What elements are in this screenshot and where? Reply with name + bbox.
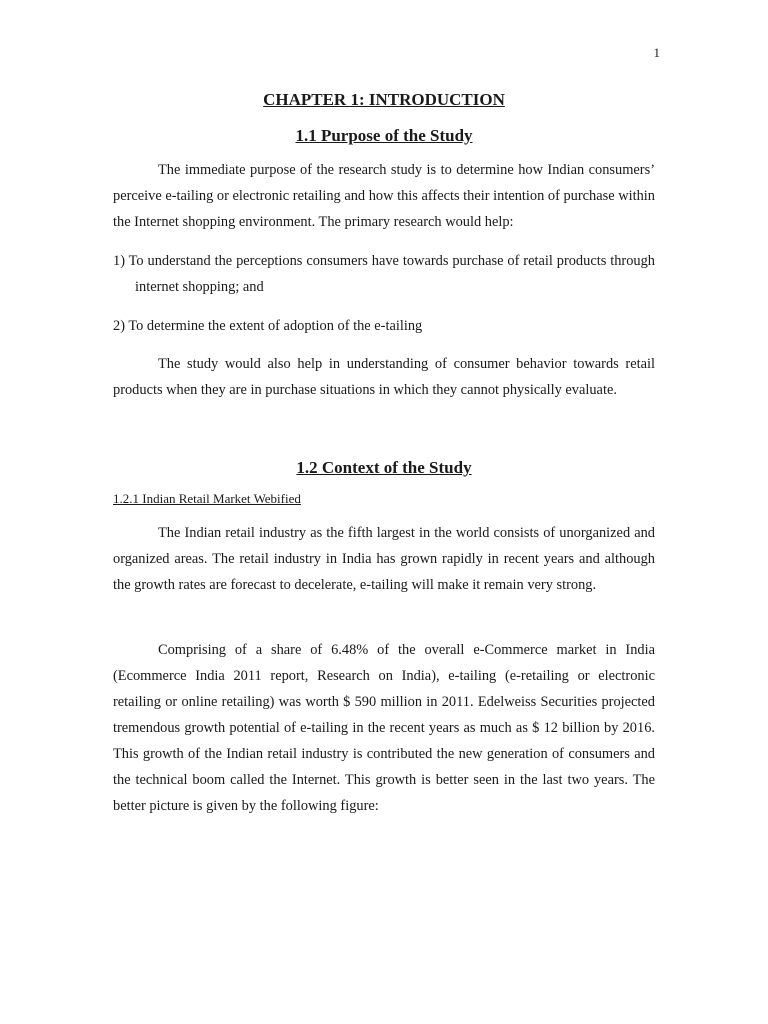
purpose-closing-paragraph: The study would also help in understanding of consumer behavior towards retail products when they are in purchase situations in which they cannot physically evaluate. xyxy=(113,356,655,398)
section-title-context: 1.2 Context of the Study xyxy=(296,458,472,477)
context-paragraph-2: Comprising of a share of 6.48% of the overall e-Commerce market in India (Ecommerce India 2011 report, Research on India), e-tailing (e-retailing or electronic retailing or online retailing) was worth $ 590 million in 2011. Edelweiss Securities projected tremendous growth potential of e-tailing in the recent years as much as $ 12 billion by 2016. This growth of the Indian retail industry is contributed the new generation of consumers and the technical boom called the Internet. This growth is better seen in the last two years. The better picture is given by the following figure: xyxy=(113,642,655,814)
section-title-purpose: 1.1 Purpose of the Study xyxy=(295,126,473,145)
chapter-title: CHAPTER 1: INTRODUCTION xyxy=(263,90,505,109)
subsection-title-retail-market: 1.2.1 Indian Retail Market Webified xyxy=(113,491,301,506)
page-number: 1 xyxy=(653,45,660,60)
list-item-adoption: 2) To determine the extent of adoption of the e-tailing xyxy=(113,318,423,334)
purpose-paragraph: The immediate purpose of the research study is to determine how Indian consumers’ perceive e-tailing or electronic retailing and how this affects their intention of purchase within the Internet shopping environment. The primary research would help: xyxy=(113,162,655,230)
list-item-perceptions: 1) To understand the perceptions consumers have towards purchase of retail products through internet shopping; and xyxy=(113,253,655,295)
context-paragraph-1: The Indian retail industry as the fifth largest in the world consists of unorganized and organized areas. The retail industry in India has grown rapidly in recent years and although the growth rates are forecast to decelerate, e-tailing will make it remain very strong. xyxy=(113,525,655,593)
